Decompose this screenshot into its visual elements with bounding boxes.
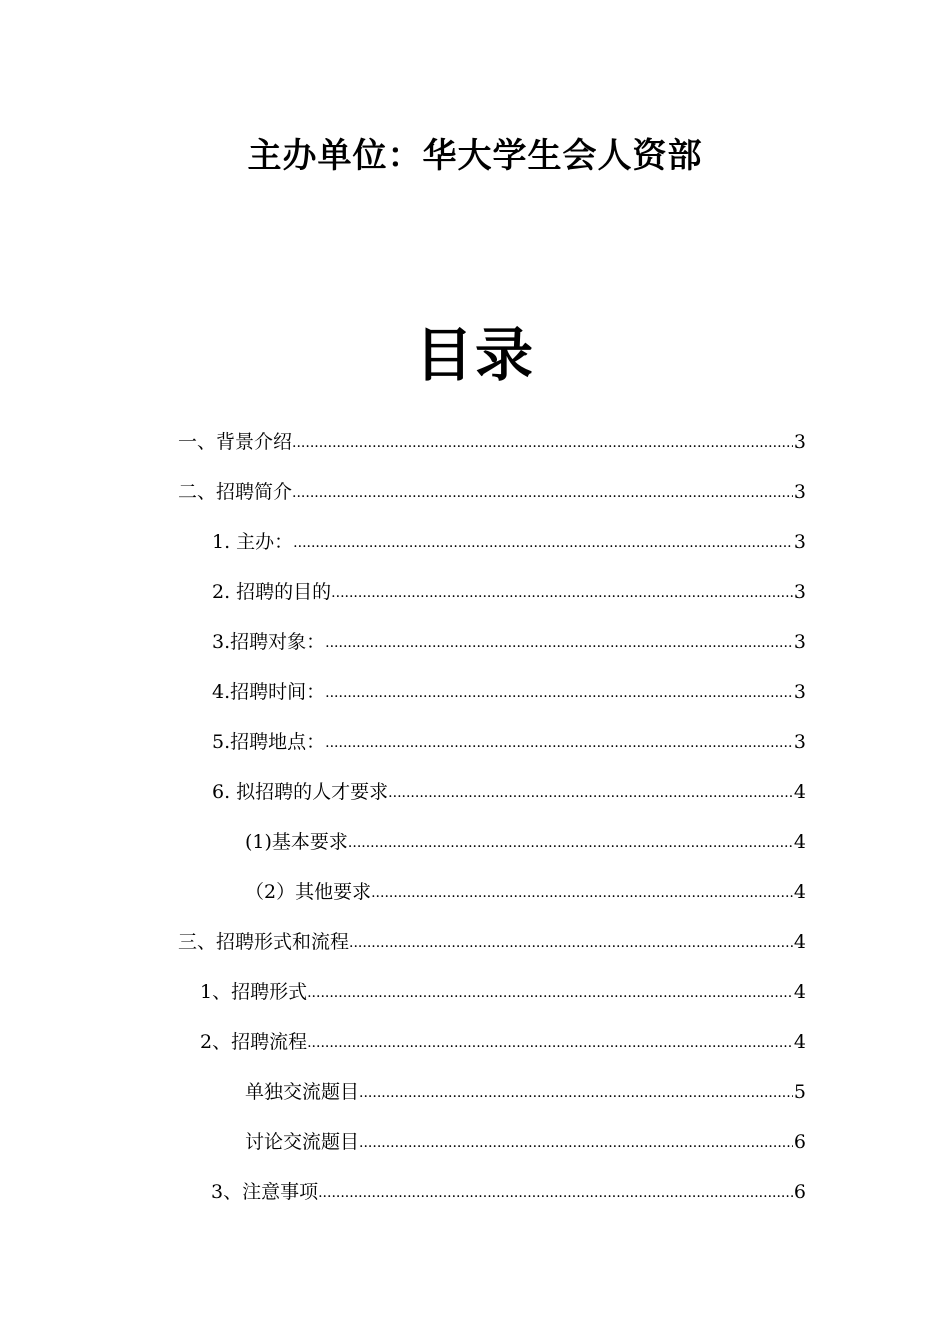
toc-entry-label: 1. 主办： — [212, 531, 294, 553]
toc-entry-label: 2、招聘流程 — [200, 1031, 308, 1053]
toc-entry-page: 3 — [793, 681, 806, 703]
toc-leader-dots — [307, 984, 793, 1004]
toc-entry[interactable] — [212, 718, 806, 754]
toc-leader-dots — [325, 634, 793, 654]
toc-leader-dots — [293, 534, 793, 554]
toc-leader-dots — [307, 1034, 793, 1054]
toc-leader-dots — [292, 484, 793, 504]
toc-entry-label: 6. 拟招聘的人才要求 — [212, 781, 389, 803]
toc-title: 目录 — [414, 321, 535, 389]
toc-entry-label: 1、招聘形式 — [200, 981, 308, 1003]
toc-entry[interactable] — [212, 618, 806, 654]
toc-entry[interactable] — [212, 568, 806, 604]
toc-leader-dots — [318, 1184, 793, 1204]
toc-entry[interactable] — [245, 1068, 806, 1104]
toc-entry[interactable] — [245, 1118, 806, 1154]
toc-entry-page: 3 — [793, 581, 806, 603]
toc-leader-dots — [388, 784, 793, 804]
toc-leader-dots — [292, 434, 793, 454]
toc-entry-page: 4 — [793, 1031, 806, 1053]
toc-entry-label: 2. 招聘的目的 — [212, 581, 332, 603]
toc-entry-page: 4 — [793, 981, 806, 1003]
toc-entry[interactable] — [212, 768, 806, 804]
toc-entry-page: 4 — [793, 781, 806, 803]
toc-entry-label: (1)基本要求 — [245, 831, 348, 853]
toc-entry-page: 6 — [793, 1181, 806, 1203]
toc-entry-label: 3、注意事项 — [211, 1181, 319, 1203]
toc-entry-label: 3.招聘对象： — [212, 631, 326, 653]
toc-entry-page: 6 — [793, 1131, 806, 1153]
toc-entry-page: 5 — [793, 1081, 806, 1103]
toc-entry-page: 3 — [793, 731, 806, 753]
toc-entry[interactable] — [178, 468, 806, 504]
toc-leader-dots — [359, 1084, 793, 1104]
toc-leader-dots — [359, 1134, 793, 1154]
organizer-heading: 主办单位：华大学生会人资部 — [247, 136, 703, 176]
toc-entry-page: 4 — [793, 931, 806, 953]
toc-entry-page: 3 — [793, 431, 806, 453]
toc-leader-dots — [325, 684, 793, 704]
toc-entry-page: 4 — [793, 881, 806, 903]
toc-entry[interactable] — [178, 918, 806, 954]
toc-entry[interactable] — [200, 968, 806, 1004]
toc-entry-page: 4 — [793, 831, 806, 853]
toc-entry-page: 3 — [793, 531, 806, 553]
toc-entry[interactable] — [212, 668, 806, 704]
toc-entry-label: 4.招聘时间： — [212, 681, 326, 703]
toc-entry-page: 3 — [793, 481, 806, 503]
toc-entry-label: 一、背景介绍 — [178, 431, 293, 453]
toc-leader-dots — [348, 834, 793, 854]
toc-entry[interactable] — [211, 1168, 806, 1204]
toc-entry-page: 3 — [793, 631, 806, 653]
toc-entry-label: 三、招聘形式和流程 — [178, 931, 350, 953]
toc-leader-dots — [331, 584, 793, 604]
toc-entry-label: 讨论交流题目 — [245, 1131, 360, 1153]
toc-entry-label: 5.招聘地点： — [212, 731, 326, 753]
toc-entry[interactable] — [200, 1018, 806, 1054]
toc-leader-dots — [325, 734, 793, 754]
toc-entry-label: 单独交流题目 — [245, 1081, 360, 1103]
toc-entry[interactable] — [245, 818, 806, 854]
toc-leader-dots — [349, 934, 793, 954]
toc-entry[interactable] — [245, 868, 806, 904]
toc-entry-label: （2）其他要求 — [245, 881, 372, 903]
toc-entry-label: 二、招聘简介 — [178, 481, 293, 503]
toc-entry[interactable] — [178, 418, 806, 454]
toc-entry[interactable] — [212, 518, 806, 554]
toc-leader-dots — [371, 884, 793, 904]
